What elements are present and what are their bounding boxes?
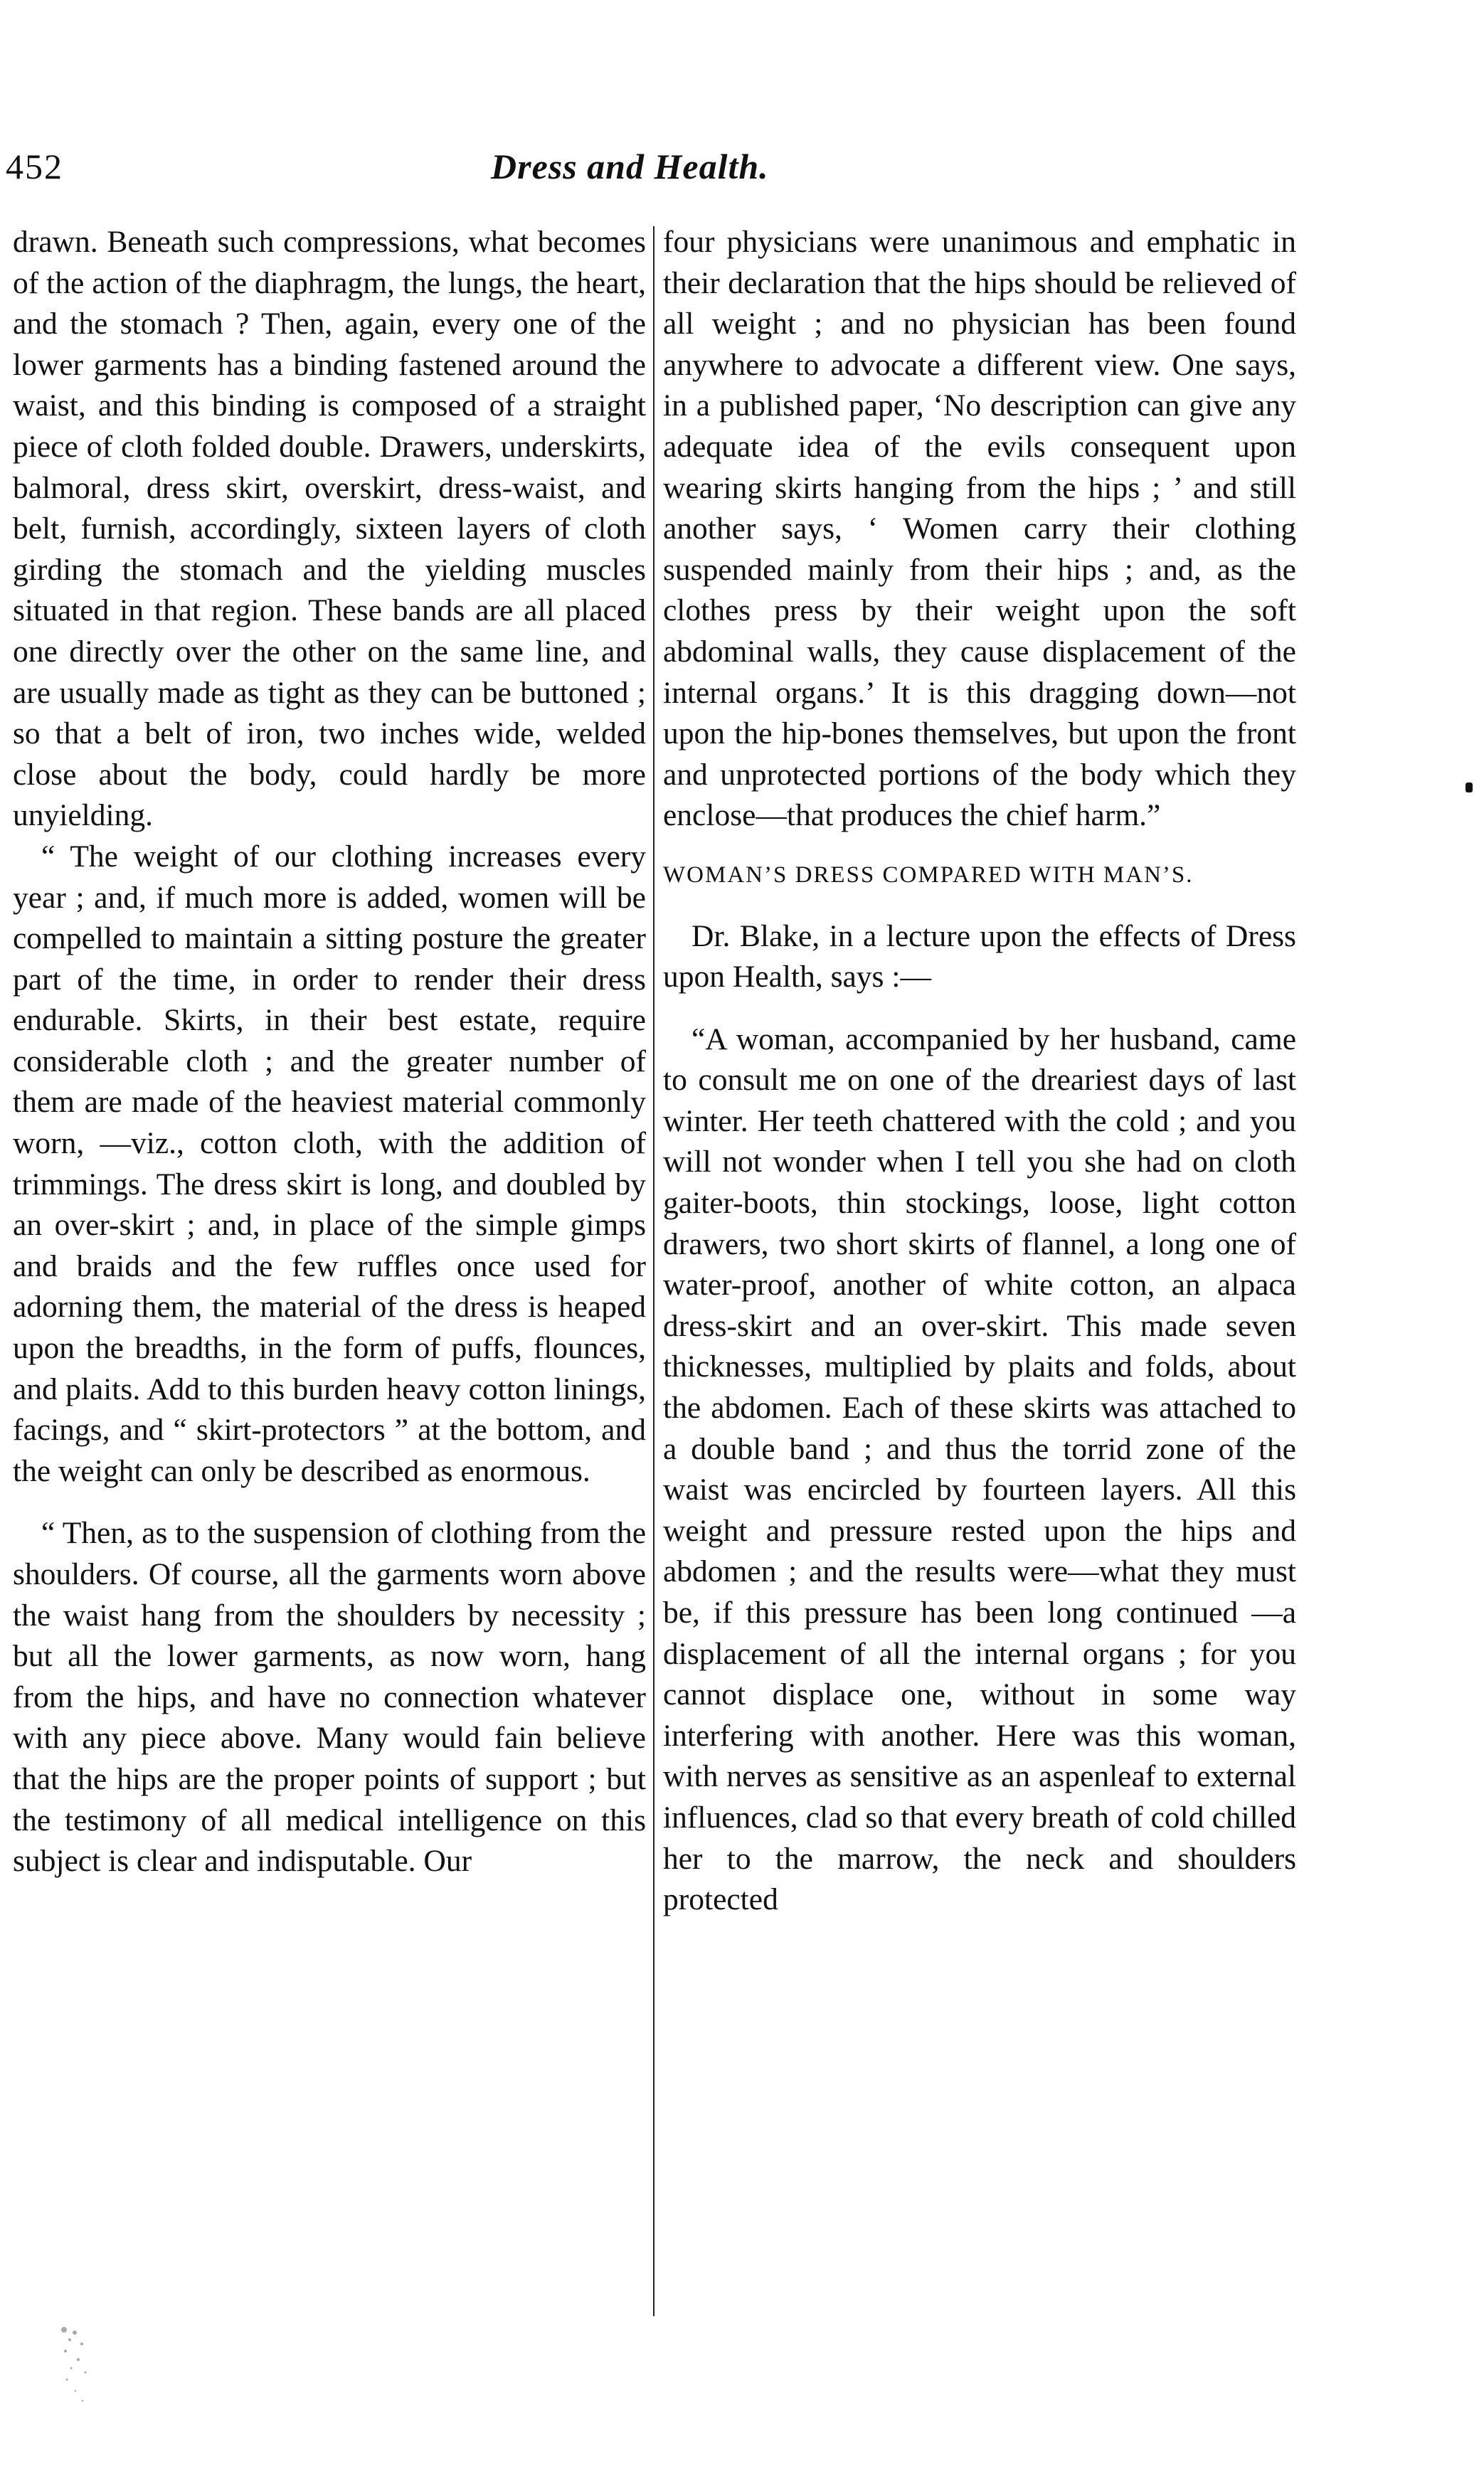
right-paragraph-1: four physicians were unanimous and emphatic in their declaration that the hips should be relieved of all weight ; and no physician has been found anywhere to advocate a different view. One says, in a published paper, ‘No description can give any adequate idea of the evils consequent upon wearing skirts hanging from the hips ; ’ and still another says, ‘ Women carry their clothing suspended mainly from their hips ; and, as the clothes press by their weight upon the soft abdominal walls, they cause displacement of the internal organs.’ It is this dragging down—not upon the hip-bones themselves, but upon the front and unprotected portions of the body which they enclose—that produces the chief harm.” bbox=[663, 225, 1296, 833]
margin-mark bbox=[1466, 783, 1473, 792]
column-divider bbox=[653, 226, 654, 2316]
paragraph-gap bbox=[13, 1492, 646, 1513]
paragraph-gap bbox=[663, 998, 1296, 1019]
page-number: 452 bbox=[6, 147, 63, 186]
page-header bbox=[0, 146, 1484, 203]
ink-smudge bbox=[50, 2323, 100, 2422]
left-column bbox=[13, 222, 646, 1882]
right-column bbox=[663, 222, 1296, 1921]
right-paragraph-quote: “A woman, accompanied by her husband, came to consult me on one of the dreariest days of last winter. Her teeth chattered with the cold ; and you will not wonder when I tell you she had on cloth gaiter-boots, thin stockings, loose, light cotton drawers, two short skirts of flannel, a long one of water-proof, another of white cotton, an alpaca dress-skirt and an over-skirt. This made seven thicknesses, multiplied by plaits and folds, about the abdomen. Each of these skirts was attached to a double band ; and thus the torrid zone of the waist was encircled by fourteen layers. All this weight and pressure rested upon the hips and abdomen ; and the results were—what they must be, if this pressure has been long continued —a displacement of all the internal organs ; for you cannot displace one, without in some way interfering with another. Here was this woman, with nerves as sensitive as an aspenleaf to external influences, clad so that every breath of cold chilled her to the marrow, the neck and shoulders protected bbox=[663, 1022, 1296, 1917]
left-paragraph-1: drawn. Beneath such compressions, what becomes of the action of the diaphragm, the lungs, the heart, and the stomach ? Then, again, every one of the lower garments has a binding fastened around the waist, and this binding is composed of a straight piece of cloth folded double. Drawers, underskirts, balmoral, dress skirt, overskirt, dress-waist, and belt, furnish, accordingly, sixteen layers of cloth girding the stomach and the yielding muscles situated in that region. These bands are all placed one directly over the other on the same line, and are usually made as tight as they can be buttoned ; so that a belt of iron, two inches wide, welded close about the body, could hardly be more unyielding. bbox=[13, 225, 646, 833]
left-paragraph-3: “ Then, as to the suspension of clothing from the shoulders. Of course, all the garments worn above the waist hang from the shoulders by necessity ; but all the lower garments, as now worn, hang from the hips, and have no connection whatever with any piece above. Many would fain believe that the hips are the proper points of support ; but the testimony of all medical intelligence on this subject is clear and indisputable. Our bbox=[13, 1516, 646, 1879]
running-head: Dress and Health. bbox=[491, 147, 769, 186]
section-heading: WOMAN’S DRESS COMPARED WITH MAN’S. bbox=[663, 861, 1194, 888]
left-paragraph-2: “ The weight of our clothing increases every year ; and, if much more is added, women will be compelled to maintain a sitting posture the greater part of the time, in order to render their dress endurable. Skirts, in their best estate, require considerable cloth ; and the greater number of them are made of the heaviest material commonly worn, —viz., cotton cloth, with the addition of trimmings. The dress skirt is long, and doubled by an over-skirt ; and, in place of the simple gimps and braids and the few ruffles once used for adorning them, the material of the dress is heaped upon the breadths, in the form of puffs, flounces, and plaits. Add to this burden heavy cotton linings, facings, and “ skirt-protectors ” at the bottom, and the weight can only be described as enormous. bbox=[13, 839, 646, 1488]
right-paragraph-intro: Dr. Blake, in a lecture upon the effects of Dress upon Health, says :— bbox=[663, 918, 1296, 994]
